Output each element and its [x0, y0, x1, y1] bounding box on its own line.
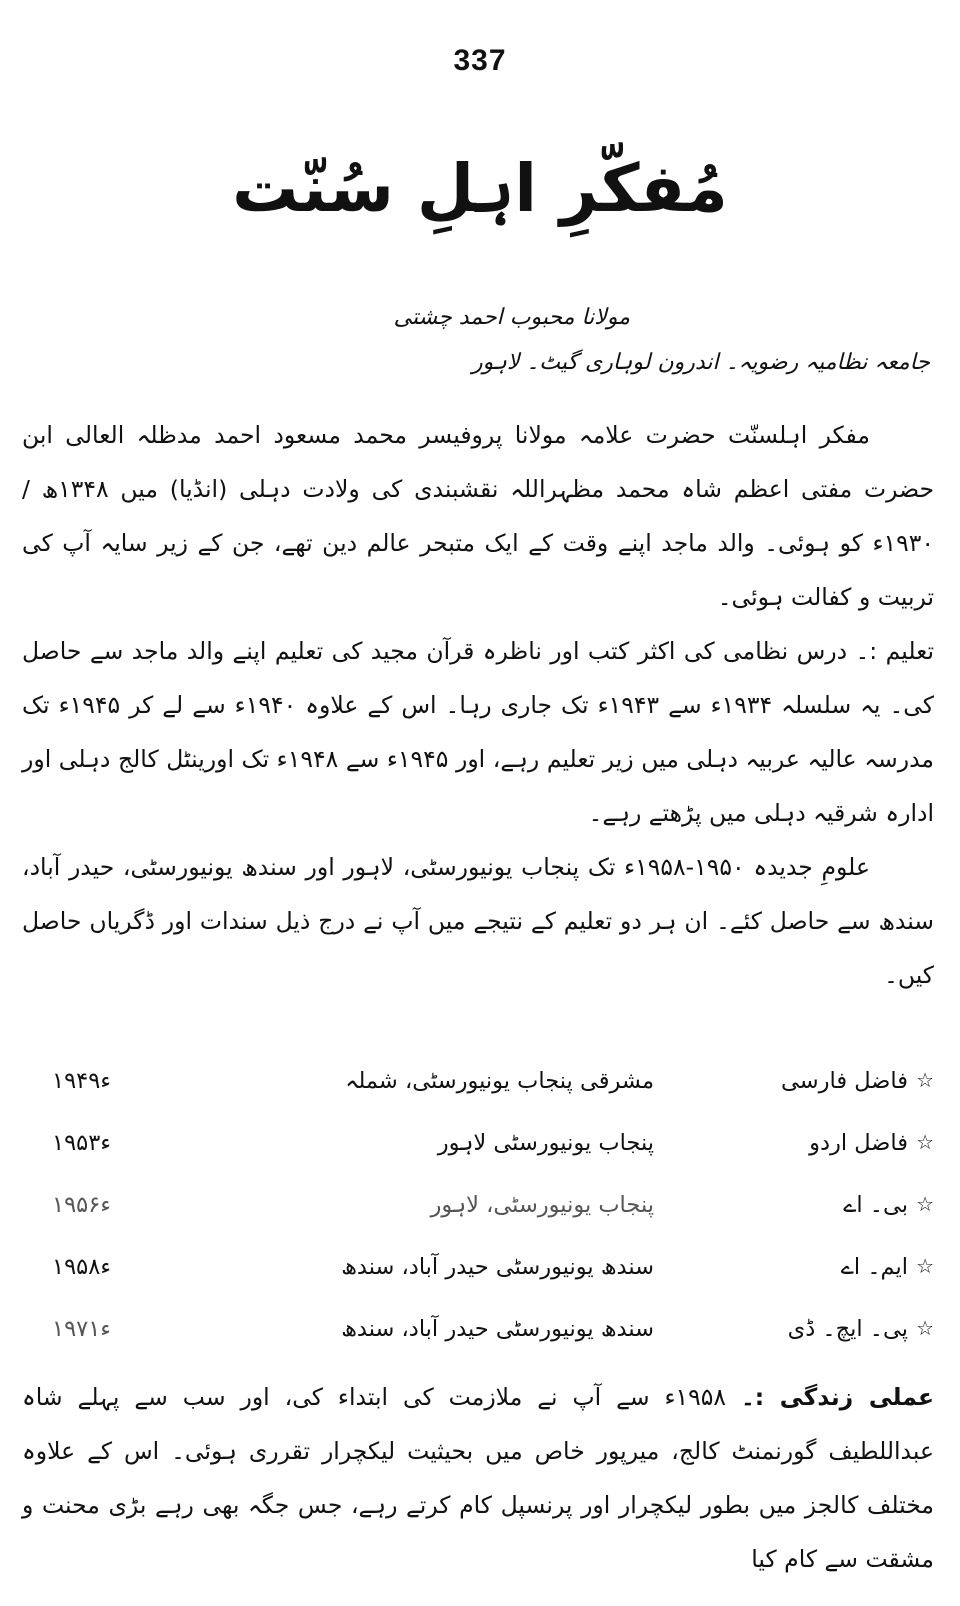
article-body	[22, 408, 934, 1002]
education-label: تعلیم :۔	[855, 637, 934, 665]
degree-year: ۱۹۴۹ء	[52, 1068, 111, 1094]
degree-institution: مشرقی پنجاب یونیورسٹی، شملہ	[345, 1068, 654, 1094]
degree-name: بی۔ اے	[843, 1192, 908, 1218]
degree-row	[22, 1308, 934, 1370]
star-icon: ☆	[916, 1254, 934, 1278]
degree-institution: سندھ یونیورسٹی حیدر آباد، سندھ	[341, 1254, 654, 1280]
star-icon: ☆	[916, 1316, 934, 1340]
career-text: ۱۹۵۸ء سے آپ نے ملازمت کی ابتداء کی، اور سب سے پہلے شاہ عبداللطیف گورنمنٹ کالج، میرپور خاص میں بحیثیت لیکچرار تقرری ہوئی۔ اس کے علاوہ مختلف کالجز میں بطور لیکچرار اور پرنسپل کام کرتے رہے، جس جگہ بھی رہے بڑی محنت و مشقت سے کام کیا	[22, 1383, 934, 1573]
degree-row	[22, 1060, 934, 1122]
degree-name: ایم۔ اے	[840, 1254, 908, 1280]
paragraph-career	[22, 1370, 934, 1586]
author-name: مولانا محبوب احمد چشتی	[393, 305, 630, 330]
degree-row	[22, 1246, 934, 1308]
paragraph-education	[22, 624, 934, 840]
degree-year: ۱۹۷۱ء	[52, 1316, 111, 1342]
degree-year: ۱۹۵۳ء	[52, 1130, 111, 1156]
degree-year: ۱۹۵۸ء	[52, 1254, 111, 1280]
paragraph-modern-education: علومِ جدیدہ ۱۹۵۰-۱۹۵۸ء تک پنجاب یونیورسٹی، لاہور اور سندھ یونیورسٹی، حیدر آباد، سندھ سے حاصل کئے۔ ان ہر دو تعلیم کے نتیجے میں آپ نے درج ذیل سندات اور ڈگریاں حاصل کیں۔	[22, 853, 934, 989]
degree-institution: پنجاب یونیورسٹی لاہور	[437, 1130, 654, 1156]
degree-institution: سندھ یونیورسٹی حیدر آباد، سندھ	[341, 1316, 654, 1342]
page-number: 337	[453, 44, 507, 77]
degree-name: فاضل اردو	[809, 1130, 908, 1156]
paragraph-birth: مفکر اہلسنّت حضرت علامہ مولانا پروفیسر محمد مسعود احمد مدظلہ العالی ابن حضرت مفتی اعظم شاہ محمد مظہراللہ نقشبندی کی ولادت دہلی (انڈیا) میں ۱۳۴۸ھ / ۱۹۳۰ء کو ہوئی۔ والد ماجد اپنے وقت کے ایک متبحر عالم دین تھے، جن کے زیر سایہ آپ کی تربیت و کفالت ہوئی۔	[22, 421, 934, 611]
degree-name: پی۔ ایچ۔ ڈی	[787, 1316, 908, 1342]
star-icon: ☆	[916, 1192, 934, 1216]
career-section	[22, 1370, 934, 1586]
author-institution: جامعہ نظامیہ رضویہ۔ اندرون لوہاری گیٹ۔ لاہور	[471, 350, 930, 375]
degree-name: فاضل فارسی	[781, 1068, 908, 1094]
degree-row	[22, 1184, 934, 1246]
article-title: مُفکّرِ اہلِ سُنّت	[232, 150, 728, 227]
degree-row	[22, 1122, 934, 1184]
education-text: درس نظامی کی اکثر کتب اور ناظرہ قرآن مجید کی تعلیم اپنے والد ماجد سے حاصل کی۔ یہ سلسلہ ۱۹۳۴ء سے ۱۹۴۳ء تک جاری رہا۔ اس کے علاوہ ۱۹۴۰ء سے لے کر ۱۹۴۵ء تک مدرسہ عالیہ عربیہ دہلی میں زیر تعلیم رہے، اور ۱۹۴۵ء سے ۱۹۴۸ء تک اورینٹل کالج دہلی اور ادارہ شرقیہ دہلی میں پڑھتے رہے۔	[22, 637, 935, 827]
star-icon: ☆	[916, 1130, 934, 1154]
career-label: عملی زندگی :۔	[740, 1383, 935, 1411]
degree-year: ۱۹۵۶ء	[52, 1192, 111, 1218]
degree-institution: پنجاب یونیورسٹی، لاہور	[430, 1192, 654, 1218]
star-icon: ☆	[916, 1068, 934, 1092]
degrees-list	[22, 1060, 934, 1370]
